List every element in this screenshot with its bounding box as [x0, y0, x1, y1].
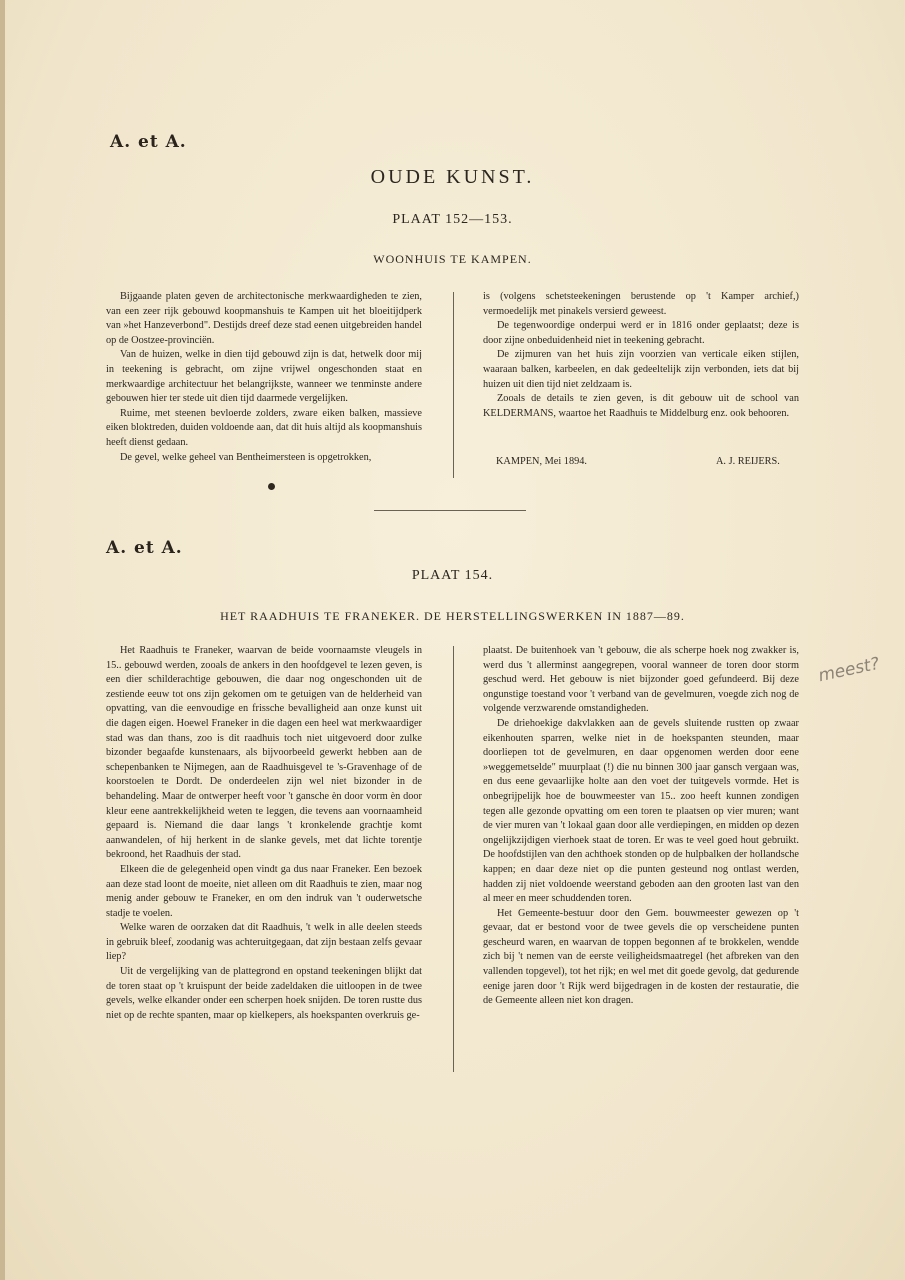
paragraph: De driehoekige dakvlakken aan de gevels sluitende rustten op zwaar eikenhouten sparren, welke niet in de hoekspanten steunden, maar doorliepen tot de gevelmuren, en daar opgenomen werden door eene »weggemetselde" muurplaat (!) die nu binnen 300 jaar gansch vergaan was, en dus eene gevaarlijke holte aan den voet der tuitgevels vormde. Het is onbegrijpelijk hoe de bouwmeester van 15.. zoo heeft kunnen zondigen tegen alle gezonde opvatting om een toren te plaatsen op vier muren; want de vier muren van 't lokaal gaan door alle verdiepingen, en midden op dezen ongelijkzijdigen vierhoek staat de toren. Er was te veel goed hout gebruikt. De hoofdstijlen van den achthoek stonden op de hulpbalken der hollandsche kappen; en daar deze niet op die punten gesteund nog ontlast werden, hadden zij niet voldoende weerstand geboden aan den grooten last van den al meer en meer schuddenden toren.	[483, 717, 799, 905]
paragraph: Uit de vergelijking van de plattegrond en opstand teekeningen blijkt dat de toren staat op 't kruispunt der beide zadeldaken die uitloopen in de twee gevels, welke elkander onder een scherpen hoek snijden. De toren rustte dus niet op de rechte spanten, maar op kielkepers, als hoekspanten overkruis ge-	[106, 966, 422, 1021]
paragraph: Het Raadhuis te Franeker, waarvan de beide voornaamste vleugels in 15.. gebouwd werden, zooals de ankers in den hoofdgevel te lezen geven, is een dier schilderachtige gebouwen, die daar nog ongeschonden uit de zestiende eeuw tot ons zijn gekomen om te getuigen van de helderheid van opvatting, van die eenvoudige en frissche bevalligheid aan onze kunst uit die dagen eigen. Hoewel Franeker in die dagen een heel wat merkwaardiger stad was dan thans, zoo is dit raadhuis toch niet uitgevoerd door zulke bizonder begaafde kunstenaars, als bijvoorbeeld gewerkt hebben aan de schepenbanken te Nijmegen, aan de Raadhuisgevel te 's-Gravenhage of de koorstoelen te Dordt. De onderdeelen zijn wel niet bizonder in de behandeling. Maar de ontwerper heeft voor 't gansche èn door vorm èn door kleur eene aantrekkelijkheid weten te leggen, die tevens aan voornaamheid gepaard is. Niemand die daar langs 't kronkelende grachtje komt aanwandelen, of hij herkent in de slanke gevels, met dat lichte torentje bekroond, het Raadhuis der stad.	[106, 645, 422, 861]
paragraph: is (volgens schetsteekeningen berustende op 't Kamper archief,) vermoedelijk met pinakels versierd geweest.	[483, 291, 799, 317]
place-date: KAMPEN, Mei 1894.	[496, 456, 587, 467]
publisher-logo: A. et A.	[106, 538, 183, 558]
publisher-logo: A. et A.	[110, 132, 187, 152]
handwritten-margin-note: meest?	[816, 653, 882, 687]
page-title: OUDE KUNST.	[370, 166, 535, 188]
article1-right-column	[483, 290, 799, 421]
column-divider	[453, 292, 454, 478]
paragraph: Welke waren de oorzaken dat dit Raadhuis, 't welk in alle deelen steeds in gebruik bleef, zoodanig was achteruitgegaan, dat zijn bestaan zelfs gevaar liep?	[106, 922, 422, 963]
paragraph: De zijmuren van het huis zijn voorzien van verticale eiken stijlen, waaraan balken, karbeelen, en dak gedeeltelijk zijn verbonden, iets dat bij huizen uit dien tijd niet zeldzaam is.	[483, 349, 799, 390]
paragraph: De tegenwoordige onderpui werd er in 1816 onder geplaatst; deze is door zijne onbeduidenheid niet in teekening gebracht.	[483, 320, 799, 346]
plate-number: PLAAT 152—153.	[392, 212, 513, 227]
article-subtitle: HET RAADHUIS TE FRANEKER. DE HERSTELLINGSWERKEN IN 1887—89.	[220, 609, 685, 623]
punch-hole	[268, 483, 275, 490]
paragraph: plaatst. De buitenhoek van 't gebouw, die als scherpe hoek nog zwakker is, werd dus 't allerminst aangegrepen, vooral wanneer de toren door storm geschud werd. Het gebouw is niet bijzonder goed gefundeerd. Bij deze ongunstige toestand voor 't verband van de gevelmuren, voegde zich nog de volgende verzwarende omstandigheden.	[483, 645, 799, 715]
page-edge-shadow	[0, 0, 5, 1280]
column-divider	[453, 646, 454, 1072]
section-divider	[374, 510, 526, 511]
article-subtitle: WOONHUIS TE KAMPEN.	[373, 252, 532, 266]
article2-right-column	[483, 644, 799, 1009]
plate-number: PLAAT 154.	[411, 568, 494, 583]
paragraph: Bijgaande platen geven de architectonische merkwaardigheden te zien, van een zeer rijk gebouwd koopmanshuis te Kampen uit het bloeitijdperk van »het Hanzeverbond". Destijds dreef deze stad eenen uitgebreiden handel op de Oostzee-provinciën.	[106, 291, 422, 346]
paragraph: Van de huizen, welke in dien tijd gebouwd zijn is dat, hetwelk door mij in teekening is gebracht, om zijne vrijwel ongeschonden staat en merkwaardige architectuur het belangrijkste, wanneer we tenminste andere gebouwen hier ter stede uit dien tijd daarmede vergelijken.	[106, 349, 422, 405]
article1-left-column	[106, 290, 422, 465]
article2-left-column	[106, 644, 422, 1023]
paragraph: Ruime, met steenen bevloerde zolders, zware eiken balken, massieve eiken bloktreden, duiden voldoende aan, dat dit huis altijd als koopmanshuis heeft dienst gedaan.	[106, 407, 422, 448]
paragraph: Het Gemeente-bestuur door den Gem. bouwmeester gewezen op 't gevaar, dat er bestond voor de twee gevels die op verscheidene punten gescheurd waren, en waarvan de toppen begonnen af te brokkelen, wendde zich bij 't nemen van de eerste veiligheidsmaatregel (het afbreken van den vallenden topgevel), tot het rijk; en wel met dit goede gevolg, dat gedurende eenige jaren door 't Rijk werd bijgedragen in de kosten der restauratie, die de Gemeente alleen niet kon dragen.	[483, 907, 799, 1007]
paragraph: De gevel, welke geheel van Bentheimersteen is opgetrokken,	[120, 451, 372, 463]
paragraph: Zooals de details te zien geven, is dit gebouw uit de school van KELDERMANS, waartoe het Raadhuis te Middelburg enz. ook behooren.	[483, 393, 799, 419]
paragraph: Elkeen die de gelegenheid open vindt ga dus naar Franeker. Een bezoek aan deze stad loont de moeite, niet alleen om dit Raadhuis te zien, maar nog menig ander gebouw te Franeker, en om den indruk van 't ouderwetsche stadje te voelen.	[106, 863, 422, 919]
author-signature: A. J. REIJERS.	[716, 456, 780, 467]
